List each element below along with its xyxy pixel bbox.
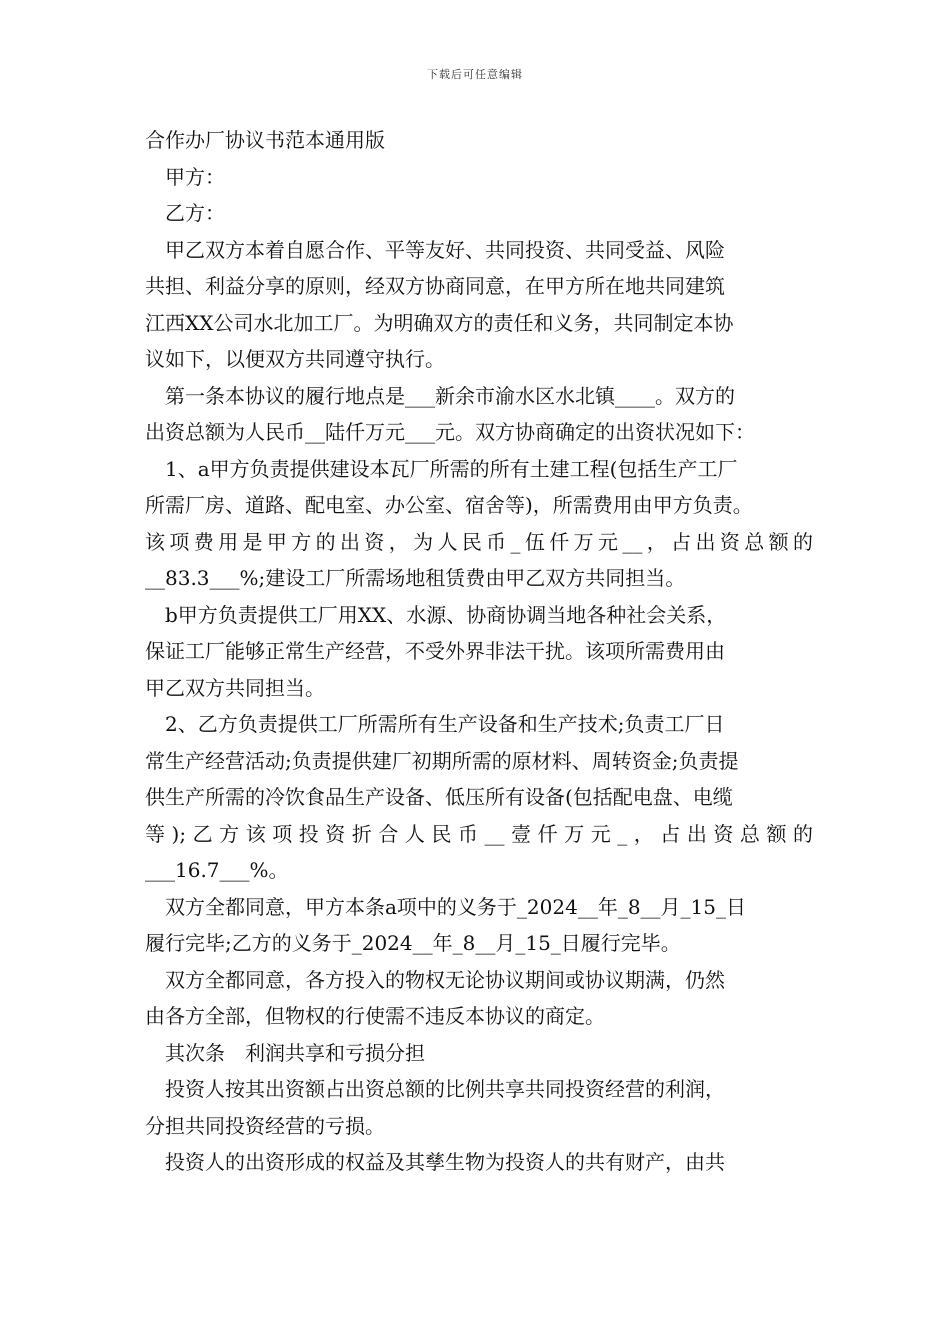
text-line: 所需厂房、道路、配电室、办公室、宿舍等)，所需费用由甲方负责。 xyxy=(145,493,753,517)
text-line: 分担共同投资经营的亏损。 xyxy=(145,1113,385,1138)
text-line: 供生产所需的冷饮食品生产设备、低压所有设备(包括配电盘、电缆 xyxy=(145,785,733,809)
text-line: 双方全都同意，各方投入的物权无论协议期间或协议期满，仍然 xyxy=(165,967,725,992)
document-paragraphs xyxy=(145,159,813,1181)
text-line: 由各方全部，但物权的行使需不违反本协议的商定。 xyxy=(145,1004,605,1028)
text-line: 投资人的出资形成的权益及其孳生物为投资人的共有财产，由共 xyxy=(165,1150,725,1174)
text-line: 常生产经营活动;负责提供建厂初期所需的原材料、周转资金;负责提 xyxy=(145,748,739,773)
text-line: 双方全都同意，甲方本条a项中的义务于_2024__年_8__月_15_日 xyxy=(165,894,746,919)
text-line: 甲乙双方共同担当。 xyxy=(145,675,325,700)
text-line: 共担、利益分享的原则，经双方协商同意，在甲方所在地共同建筑 xyxy=(145,274,725,298)
text-line: ___16.7___%。 xyxy=(145,858,289,882)
document-title: 合作办厂协议书范本通用版 xyxy=(145,128,385,152)
text-line: 2、乙方负责提供工厂所需所有生产设备和生产技术;负责工厂日 xyxy=(165,712,725,736)
text-line: 出资总额为人民币__陆仟万元___元。双方协商确定的出资状况如下： xyxy=(145,420,755,444)
text-line: 其次条 利润共享和亏损分担 xyxy=(165,1040,425,1065)
page-header: 下载后可任意编辑 xyxy=(427,68,523,81)
text-line: 甲乙双方本着自愿合作、平等友好、共同投资、共同受益、风险 xyxy=(165,237,725,262)
text-line: 江西XX公司水北加工厂。为明确双方的责任和义务，共同制定本协 xyxy=(145,310,734,335)
document-body xyxy=(145,122,813,1181)
text-line: b甲方负责提供工厂用XX、水源、协商协调当地各种社会关系， xyxy=(165,602,727,627)
text-line: 投资人按其出资额占出资总额的比例共享共同投资经营的利润， xyxy=(165,1077,725,1101)
text-line: 履行完毕;乙方的义务于_2024__年_8__月_15_日履行完毕。 xyxy=(145,931,681,955)
text-line: 甲方： xyxy=(165,164,225,189)
text-line: 议如下，以便双方共同遵守执行。 xyxy=(145,347,445,371)
text-line: __83.3___%;建设工厂所需场地租赁费由甲乙双方共同担当。 xyxy=(145,566,686,590)
text-line: 该项费用是甲方的出资，为人民币_伍仟万元__，占出资总额的 xyxy=(145,529,813,554)
text-line: 乙方： xyxy=(165,201,225,225)
text-line: 1、a甲方负责提供建设本瓦厂所需的所有土建工程(包括生产工厂 xyxy=(165,456,738,481)
text-line: 等);乙方该项投资折合人民币__壹仟万元_，占出资总额的 xyxy=(145,821,813,846)
text-line: 第一条本协议的履行地点是___新余市渝水区水北镇____。双方的 xyxy=(165,383,735,408)
text-line: 保证工厂能够正常生产经营，不受外界非法干扰。该项所需费用由 xyxy=(145,639,725,663)
